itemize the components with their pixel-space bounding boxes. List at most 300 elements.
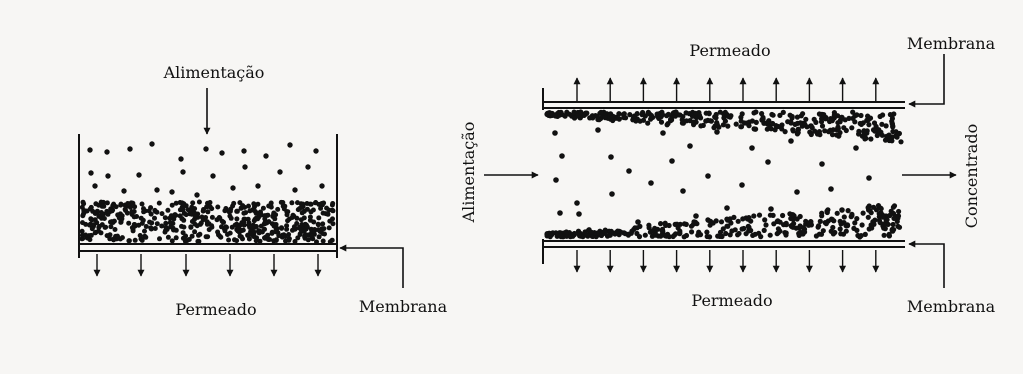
cake-particle <box>861 130 866 135</box>
cake-particle <box>820 123 825 128</box>
cake-particle <box>807 220 812 225</box>
cake-particle <box>196 233 201 238</box>
cake-particle <box>723 119 728 124</box>
cake-particle <box>589 230 594 235</box>
cake-particle <box>204 204 209 209</box>
cake-particle <box>890 121 895 126</box>
cake-particle <box>705 118 710 123</box>
cake-particle <box>838 226 843 231</box>
permeate-arrows <box>97 254 318 276</box>
cake-particle <box>147 220 152 225</box>
cake-particle <box>192 222 197 227</box>
cake-particle <box>318 229 323 234</box>
filter-cake <box>80 200 336 245</box>
cake-particle <box>142 229 147 234</box>
cake-particle <box>102 216 107 221</box>
cake-particle <box>321 239 326 244</box>
suspended-particle <box>557 210 563 216</box>
cake-particle <box>798 120 803 125</box>
cake-particle <box>748 219 753 224</box>
cake-particle <box>94 230 99 235</box>
cake-particle <box>306 237 311 242</box>
cake-particle <box>165 208 170 213</box>
suspended-particle <box>313 148 318 153</box>
cake-particle <box>318 206 323 211</box>
cake-particle <box>757 213 762 218</box>
cake-particle <box>738 115 743 120</box>
cake-particle <box>835 125 840 130</box>
cake-particle <box>684 222 689 227</box>
cake-particle <box>862 136 867 141</box>
cake-particle <box>120 235 125 240</box>
cake-particle <box>896 209 901 214</box>
suspended-particle <box>242 164 247 169</box>
cake-particle <box>795 130 800 135</box>
cake-particle <box>256 211 261 216</box>
cake-particle <box>209 223 214 228</box>
suspended-particle <box>136 172 141 177</box>
dead-end-membrane-pointer <box>340 248 403 288</box>
cake-particle <box>723 231 728 236</box>
cake-particle <box>599 233 604 238</box>
crossflow-membrane-bottom-label: Membrana <box>906 297 996 316</box>
cake-particle <box>809 132 814 137</box>
cake-particle <box>300 210 305 215</box>
crossflow-membrane-top-pointer <box>909 54 944 104</box>
cake-particle <box>140 238 145 243</box>
cake-particle <box>229 216 234 221</box>
suspended-particle <box>292 187 297 192</box>
cake-particle <box>641 118 646 123</box>
cake-particle <box>205 209 210 214</box>
cake-particle <box>101 203 106 208</box>
cake-particle <box>768 233 773 238</box>
cake-particle <box>842 214 847 219</box>
cake-particle <box>219 224 224 229</box>
cake-particle <box>81 201 86 206</box>
cake-particle <box>830 217 835 222</box>
cake-particle <box>790 127 795 132</box>
cake-particle <box>225 232 230 237</box>
cake-particle <box>803 117 808 122</box>
suspended-particles <box>87 141 324 197</box>
cake-particle <box>631 115 636 120</box>
cake-particle <box>643 233 648 238</box>
cake-particle <box>80 229 85 234</box>
bottom-cake-layer <box>544 203 902 240</box>
cake-particle <box>830 118 835 123</box>
suspended-particle <box>724 205 730 211</box>
cake-particle <box>265 233 270 238</box>
cake-particle <box>609 229 614 234</box>
cake-particle <box>623 115 628 120</box>
cake-particle <box>816 223 821 228</box>
cake-particle <box>684 118 689 123</box>
suspended-particle <box>680 188 686 194</box>
suspended-particle <box>768 206 774 212</box>
cake-particle <box>771 221 776 226</box>
cake-particle <box>132 222 137 227</box>
cake-particle <box>292 224 297 229</box>
cake-particle <box>148 205 153 210</box>
cake-particle <box>880 112 885 117</box>
cake-particle <box>119 219 124 224</box>
cake-particle <box>224 225 229 230</box>
cake-particle <box>746 228 751 233</box>
cake-particle <box>208 200 213 205</box>
cake-particle <box>291 214 296 219</box>
cake-particle <box>866 215 871 220</box>
suspended-particle <box>819 161 825 167</box>
cake-particle <box>838 221 843 226</box>
dead-end-feed-label: Alimentação <box>163 63 265 82</box>
cake-particle <box>891 205 896 210</box>
top-cake-layer <box>544 109 903 144</box>
dead-end-membrane-label: Membrana <box>358 297 448 316</box>
cake-particle <box>331 221 336 226</box>
cake-particle <box>316 222 321 227</box>
suspended-particle <box>608 154 614 160</box>
cake-particle <box>830 225 835 230</box>
cake-particle <box>819 119 824 124</box>
cake-particle <box>768 213 773 218</box>
cake-particle <box>572 115 577 120</box>
cake-particle <box>719 219 724 224</box>
crossflow-feed-label: Alimentação <box>459 121 478 223</box>
cake-particle <box>284 227 289 232</box>
cake-particle <box>180 216 185 221</box>
cake-particle <box>218 234 223 239</box>
cake-particle <box>115 234 120 239</box>
cake-particle <box>104 209 109 214</box>
cake-particle <box>890 228 895 233</box>
cake-particle <box>234 216 239 221</box>
cake-particle <box>130 201 135 206</box>
cake-particle <box>821 112 826 117</box>
cake-particle <box>815 131 820 136</box>
suspended-particle <box>669 158 675 164</box>
cake-particle <box>846 116 851 121</box>
cake-particle <box>635 111 640 116</box>
suspended-particle <box>626 168 632 174</box>
cake-particle <box>825 210 830 215</box>
cake-particle <box>119 202 124 207</box>
cake-particle <box>881 215 886 220</box>
cake-particle <box>582 113 587 118</box>
cake-particle <box>282 206 287 211</box>
cake-particle <box>155 221 160 226</box>
suspended-particle <box>739 182 745 188</box>
cake-particle <box>869 210 874 215</box>
cake-particle <box>738 124 743 129</box>
cake-particle <box>152 216 157 221</box>
cake-particle <box>577 232 582 237</box>
suspended-particle <box>210 173 215 178</box>
cake-particle <box>640 112 645 117</box>
suspended-particle <box>277 169 282 174</box>
cake-particle <box>160 211 165 216</box>
cake-particle <box>149 212 154 217</box>
cake-particle <box>819 211 824 216</box>
suspended-particle <box>305 164 310 169</box>
cake-particle <box>750 118 755 123</box>
cake-particle <box>80 220 85 225</box>
cake-particle <box>125 201 130 206</box>
cake-particle <box>311 229 316 234</box>
cake-particle <box>617 116 622 121</box>
cake-particle <box>172 213 177 218</box>
cake-particle <box>854 228 859 233</box>
cake-particle <box>800 111 805 116</box>
suspended-particle <box>765 159 771 165</box>
suspended-particle <box>87 147 92 152</box>
cake-particle <box>230 225 235 230</box>
cake-particle <box>783 129 788 134</box>
suspended-particle <box>219 150 224 155</box>
cake-particle <box>311 220 316 225</box>
cake-particle <box>824 221 829 226</box>
cake-particle <box>134 214 139 219</box>
suspended-particle <box>574 200 580 206</box>
cake-particle <box>660 228 665 233</box>
cake-particle <box>867 226 872 231</box>
cake-particle <box>723 110 728 115</box>
cake-particle <box>666 112 671 117</box>
suspended-particle <box>559 153 565 159</box>
cake-particle <box>715 234 720 239</box>
suspended-particle <box>127 146 132 151</box>
cake-particle <box>262 227 267 232</box>
cake-particle <box>677 112 682 117</box>
cake-particle <box>736 219 741 224</box>
cake-particle <box>751 110 756 115</box>
suspended-particle <box>287 142 292 147</box>
cake-particle <box>706 218 711 223</box>
cake-particle <box>171 228 176 233</box>
cake-particle <box>725 124 730 129</box>
cake-particle <box>773 127 778 132</box>
suspended-particle <box>660 130 666 136</box>
cake-particle <box>83 233 88 238</box>
cake-particle <box>316 215 321 220</box>
suspended-particle <box>203 146 208 151</box>
suspended-particle <box>576 211 582 217</box>
suspended-particle <box>105 173 110 178</box>
cake-particle <box>866 205 871 210</box>
suspended-particle <box>169 189 174 194</box>
cake-particle <box>113 227 118 232</box>
cake-particle <box>283 234 288 239</box>
cake-particle <box>616 111 621 116</box>
cake-particle <box>777 113 782 118</box>
cake-particle <box>305 224 310 229</box>
cake-particle <box>279 225 284 230</box>
cake-particle <box>879 122 884 127</box>
cake-particle <box>317 234 322 239</box>
cake-particle <box>753 232 758 237</box>
cake-particle <box>255 216 260 221</box>
cake-particle <box>868 136 873 141</box>
cake-particle <box>126 221 131 226</box>
cake-particle <box>140 202 145 207</box>
cake-particle <box>89 233 94 238</box>
cake-particle <box>174 235 179 240</box>
cake-particle <box>762 228 767 233</box>
top-permeate-arrows <box>577 78 876 101</box>
cake-particle <box>327 208 332 213</box>
suspended-particle <box>178 156 183 161</box>
cake-particle <box>752 127 757 132</box>
cake-particle <box>319 201 324 206</box>
cake-particle <box>598 110 603 115</box>
crossflow-permeate-bottom-label: Permeado <box>691 291 773 310</box>
cake-particle <box>234 238 239 243</box>
cake-particle <box>190 200 195 205</box>
cake-particle <box>677 231 682 236</box>
cake-particle <box>733 227 738 232</box>
cake-particle <box>295 200 300 205</box>
cake-particle <box>771 113 776 118</box>
suspended-particle <box>319 183 324 188</box>
suspended-particle <box>609 191 615 197</box>
cake-particle <box>609 115 614 120</box>
cake-particle <box>157 201 162 206</box>
cake-particle <box>97 224 102 229</box>
cake-particle <box>285 212 290 217</box>
cake-particle <box>762 217 767 222</box>
cake-particle <box>659 120 664 125</box>
cake-particle <box>828 128 833 133</box>
cake-particle <box>689 229 694 234</box>
cake-particle <box>850 110 855 115</box>
suspended-particle <box>828 186 834 192</box>
cake-particle <box>105 233 110 238</box>
cake-particle <box>286 238 291 243</box>
cake-particle <box>706 111 711 116</box>
cake-particle <box>830 132 835 137</box>
cake-particle <box>844 229 849 234</box>
cake-particle <box>734 122 739 127</box>
cake-particle <box>780 213 785 218</box>
cake-particle <box>327 225 332 230</box>
cake-particle <box>153 226 158 231</box>
cake-particle <box>795 216 800 221</box>
cake-particle <box>144 224 149 229</box>
cake-particle <box>250 208 255 213</box>
cake-particle <box>159 224 164 229</box>
cake-particle <box>558 110 563 115</box>
cake-particle <box>728 216 733 221</box>
cake-particle <box>879 206 884 211</box>
cake-particle <box>181 201 186 206</box>
cake-particle <box>164 225 169 230</box>
suspended-particle <box>241 148 246 153</box>
cake-particle <box>615 229 620 234</box>
cake-particle <box>846 208 851 213</box>
cake-particle <box>777 229 782 234</box>
cake-particle <box>765 127 770 132</box>
cake-particle <box>629 231 634 236</box>
cake-particle <box>891 222 896 227</box>
cake-particle <box>812 117 817 122</box>
cake-particle <box>832 113 837 118</box>
cake-particle <box>858 121 863 126</box>
cake-particle <box>790 115 795 120</box>
cake-particle <box>835 211 840 216</box>
cake-particle <box>265 213 270 218</box>
suspended-particle <box>263 153 268 158</box>
cake-particle <box>689 224 694 229</box>
bottom-permeate-arrows <box>577 250 876 272</box>
cake-particle <box>691 120 696 125</box>
cake-particle <box>663 221 668 226</box>
suspended-particle <box>230 185 235 190</box>
crossflow-filtration <box>459 34 996 316</box>
suspended-particle <box>553 177 559 183</box>
cake-particle <box>634 231 639 236</box>
cake-particle <box>330 201 335 206</box>
cake-particle <box>888 112 893 117</box>
cake-particle <box>845 223 850 228</box>
cake-particle <box>309 234 314 239</box>
suspended-particle <box>121 188 126 193</box>
cake-particle <box>295 235 300 240</box>
suspended-particle <box>648 180 654 186</box>
cake-particle <box>849 125 854 130</box>
cake-particle <box>114 204 119 209</box>
cake-particle <box>166 235 171 240</box>
cake-particle <box>872 218 877 223</box>
cake-particle <box>868 116 873 121</box>
suspended-particle <box>552 130 558 136</box>
cake-particle <box>802 122 807 127</box>
suspended-particle <box>714 129 720 135</box>
cake-particle <box>300 205 305 210</box>
cake-particle <box>237 226 242 231</box>
cake-particle <box>192 229 197 234</box>
cake-particle <box>266 237 271 242</box>
cake-particle <box>655 112 660 117</box>
cake-particle <box>197 200 202 205</box>
cake-particle <box>668 117 673 122</box>
suspended-particle <box>687 143 693 149</box>
cake-particle <box>898 139 903 144</box>
cake-particle <box>90 226 95 231</box>
cake-particle <box>246 204 251 209</box>
cake-particle <box>254 238 259 243</box>
suspended-particle <box>872 128 878 134</box>
cake-particle <box>844 128 849 133</box>
cake-particle <box>189 205 194 210</box>
cake-particle <box>308 215 313 220</box>
cake-particle <box>138 233 143 238</box>
cake-particle <box>261 206 266 211</box>
cake-particle <box>174 201 179 206</box>
suspended-particle <box>180 169 185 174</box>
cake-particle <box>88 216 93 221</box>
cake-particle <box>240 203 245 208</box>
cake-particle <box>568 234 573 239</box>
cake-particle <box>861 211 866 216</box>
cake-particle <box>831 231 836 236</box>
cake-particle <box>263 220 268 225</box>
cake-particle <box>168 220 173 225</box>
cake-particle <box>141 206 146 211</box>
cake-particle <box>887 233 892 238</box>
cake-particle <box>320 221 325 226</box>
cake-particle <box>217 216 222 221</box>
suspended-particle <box>88 170 93 175</box>
